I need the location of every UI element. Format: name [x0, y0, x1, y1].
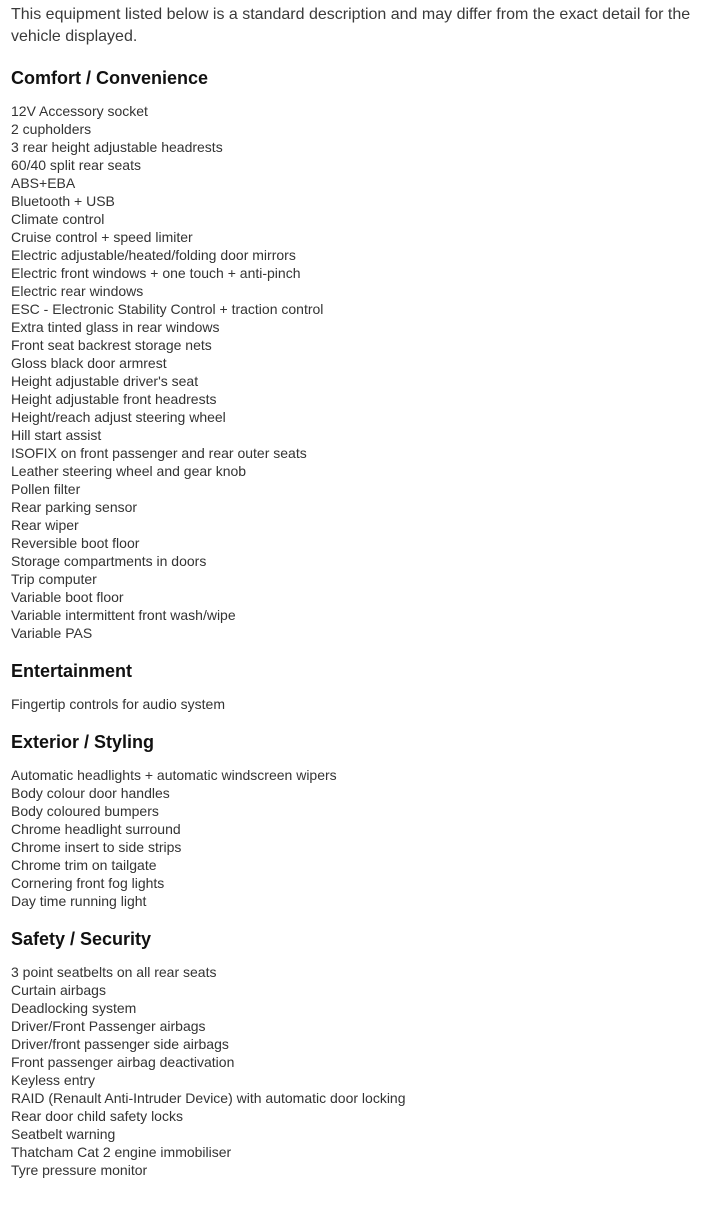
- feature-item: Rear wiper: [11, 517, 79, 533]
- feature-item: Keyless entry: [11, 1072, 96, 1088]
- feature-item: Chrome headlight surround: [11, 821, 181, 837]
- section-title-entertainment: Entertainment: [11, 661, 133, 681]
- feature-item: Fingertip controls for audio system: [11, 696, 225, 712]
- feature-item: Reversible boot floor: [11, 535, 140, 551]
- feature-item: Front passenger airbag deactivation: [11, 1054, 235, 1070]
- feature-item: Day time running light: [11, 893, 147, 909]
- feature-item: Variable boot floor: [11, 589, 124, 605]
- feature-item: Curtain airbags: [11, 982, 106, 998]
- feature-item: ABS+EBA: [11, 175, 76, 191]
- feature-item: 2 cupholders: [11, 121, 92, 137]
- feature-item: Variable PAS: [11, 625, 93, 641]
- feature-item: Body colour door handles: [11, 785, 170, 801]
- feature-item: Front seat backrest storage nets: [11, 337, 212, 353]
- feature-item: Driver/front passenger side airbags: [11, 1036, 229, 1052]
- feature-item: Bluetooth + USB: [11, 193, 115, 209]
- section-title-comfort-convenience: Comfort / Convenience: [11, 68, 209, 88]
- feature-item: 3 point seatbelts on all rear seats: [11, 964, 217, 980]
- feature-item: Extra tinted glass in rear windows: [11, 319, 220, 335]
- feature-item: Electric adjustable/heated/folding door mirrors: [11, 247, 296, 263]
- feature-item: ESC - Electronic Stability Control + traction control: [11, 301, 324, 317]
- feature-list-comfort-convenience: [11, 102, 711, 642]
- feature-item: 60/40 split rear seats: [11, 157, 141, 173]
- feature-item: Cruise control + speed limiter: [11, 229, 193, 245]
- feature-item: Seatbelt warning: [11, 1126, 116, 1142]
- feature-item: Electric rear windows: [11, 283, 144, 299]
- feature-item: Height adjustable front headrests: [11, 391, 217, 407]
- feature-item: Chrome insert to side strips: [11, 839, 182, 855]
- feature-item: Thatcham Cat 2 engine immobiliser: [11, 1144, 232, 1160]
- feature-item: Automatic headlights + automatic windscreen wipers: [11, 767, 337, 783]
- feature-item: Climate control: [11, 211, 105, 227]
- section-title-safety-security: Safety / Security: [11, 929, 152, 949]
- feature-list-exterior-styling: [11, 766, 711, 910]
- feature-item: Driver/Front Passenger airbags: [11, 1018, 206, 1034]
- feature-item: Height/reach adjust steering wheel: [11, 409, 226, 425]
- feature-list-entertainment: [11, 695, 711, 713]
- feature-item: Pollen filter: [11, 481, 81, 497]
- feature-item: Cornering front fog lights: [11, 875, 165, 891]
- equipment-disclaimer: This equipment listed below is a standard description and may differ from the exact detail for the vehicle displayed.: [11, 6, 691, 45]
- feature-item: Rear parking sensor: [11, 499, 138, 515]
- feature-item: Variable intermittent front wash/wipe: [11, 607, 236, 623]
- feature-item: Body coloured bumpers: [11, 803, 159, 819]
- feature-item: Leather steering wheel and gear knob: [11, 463, 247, 479]
- feature-item: Hill start assist: [11, 427, 102, 443]
- feature-list-safety-security: [11, 963, 711, 1179]
- feature-item: Rear door child safety locks: [11, 1108, 183, 1124]
- section-title-exterior-styling: Exterior / Styling: [11, 732, 155, 752]
- feature-item: Trip computer: [11, 571, 97, 587]
- feature-item: Gloss black door armrest: [11, 355, 167, 371]
- feature-item: Height adjustable driver's seat: [11, 373, 199, 389]
- feature-item: RAID (Renault Anti-Intruder Device) with automatic door locking: [11, 1090, 406, 1106]
- feature-item: 3 rear height adjustable headrests: [11, 139, 223, 155]
- feature-item: Electric front windows + one touch + anti-pinch: [11, 265, 301, 281]
- feature-item: 12V Accessory socket: [11, 103, 148, 119]
- feature-item: ISOFIX on front passenger and rear outer seats: [11, 445, 307, 461]
- feature-item: Storage compartments in doors: [11, 553, 207, 569]
- feature-item: Deadlocking system: [11, 1000, 137, 1016]
- feature-item: Chrome trim on tailgate: [11, 857, 157, 873]
- feature-item: Tyre pressure monitor: [11, 1162, 148, 1178]
